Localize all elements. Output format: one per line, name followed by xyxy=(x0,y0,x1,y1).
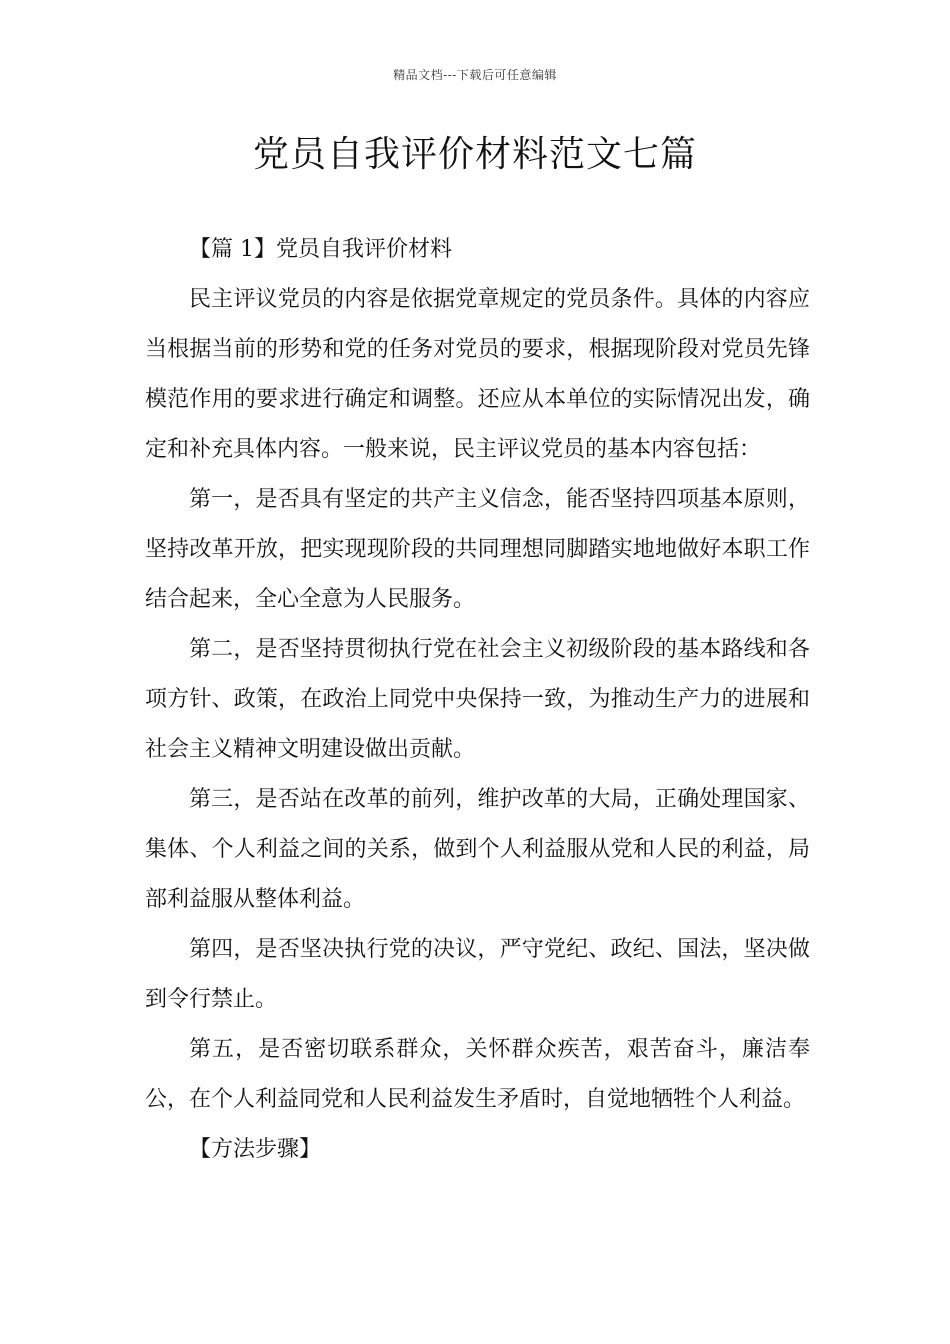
paragraph-fifth: 第五，是否密切联系群众，关怀群众疾苦，艰苦奋斗，廉洁奉公，在个人利益同党和人民利益发生矛盾时，自觉地牺牲个人利益。 xyxy=(145,1037,810,1112)
paragraph-third: 第三，是否站在改革的前列，维护改革的大局，正确处理国家、集体、个人利益之间的关系，做到个人利益服从党和人民的利益，局部利益服从整体利益。 xyxy=(145,787,810,912)
section-heading: 【篇 1】党员自我评价材料 xyxy=(189,237,452,262)
page-title: 党员自我评价材料范文七篇 xyxy=(252,134,697,175)
paragraph-intro: 民主评议党员的内容是依据党章规定的党员条件。具体的内容应当根据当前的形势和党的任务对党员的要求，根据现阶段对党员先锋模范作用的要求进行确定和调整。还应从本单位的实际情况出发，确定和补充具体内容。一般来说，民主评议党员的基本内容包括： xyxy=(145,287,810,462)
paragraph-first: 第一，是否具有坚定的共产主义信念，能否坚持四项基本原则，坚持改革开放，把实现现阶段的共同理想同脚踏实地地做好本职工作结合起来，全心全意为人民服务。 xyxy=(145,487,810,612)
paragraph-second: 第二，是否坚持贯彻执行党在社会主义初级阶段的基本路线和各项方针、政策，在政治上同党中央保持一致，为推动生产力的进展和社会主义精神文明建设做出贡献。 xyxy=(145,637,810,762)
header-note: 精品文档---下载后可任意编辑 xyxy=(393,68,557,82)
document-body xyxy=(145,225,810,1175)
method-heading: 【方法步骤】 xyxy=(189,1137,322,1162)
paragraph-fourth: 第四，是否坚决执行党的决议，严守党纪、政纪、国法，坚决做到令行禁止。 xyxy=(145,937,810,1012)
